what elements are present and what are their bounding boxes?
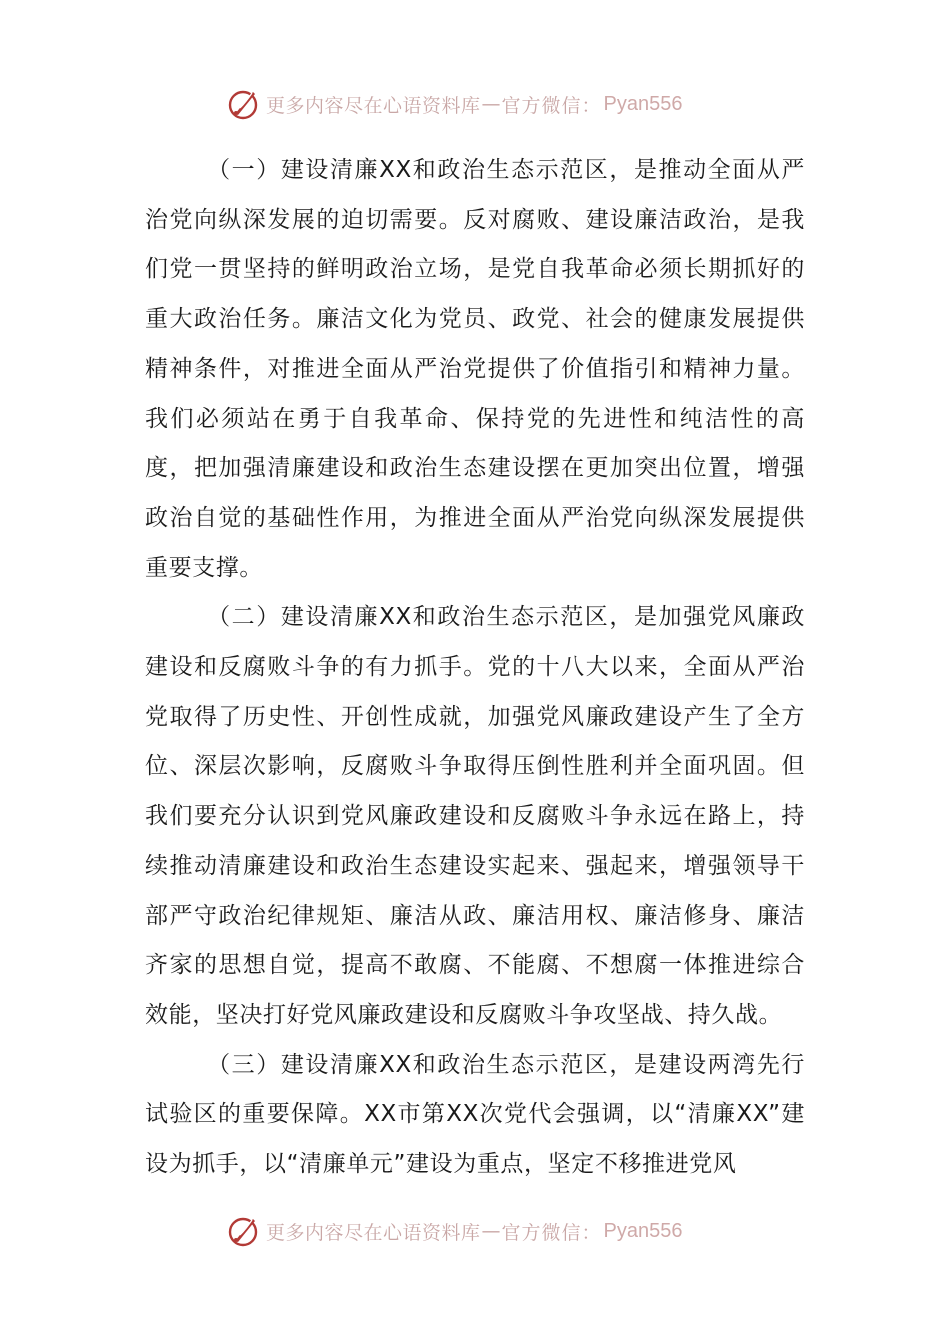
paragraph-1: （一）建设清廉XX和政治生态示范区，是推动全面从严治党向纵深发展的迫切需要。反对腐败、建设廉洁政治，是我们党一贯坚持的鲜明政治立场，是党自我革命必须长期抓好的重大政治任务。廉洁文化为党员、政党、社会的健康发展提供精神条件，对推进全面从严治党提供了价值指引和精神力量。我们必须站在勇于自我革命、保持党的先进性和纯洁性的高度，把加强清廉建设和政治生态建设摆在更加突出位置，增强政治自觉的基础性作用，为推进全面从严治党向纵深发展提供重要支撑。: [145, 157, 805, 581]
watermark-separator: —: [481, 1220, 501, 1242]
footer-watermark: [226, 1211, 683, 1251]
watermark-label: 官方微信：: [501, 94, 602, 117]
watermark-handle: Pyan556: [603, 92, 683, 115]
watermark-separator: —: [481, 93, 501, 115]
watermark-site-text: 更多内容尽在心语资料库: [266, 94, 481, 117]
document-body: [145, 146, 805, 1190]
paragraph-3: （三）建设清廉XX和政治生态示范区，是建设两湾先行试验区的重要保障。XX市第XX次党代会强调，以“清廉XX”建设为抓手，以“清廉单元”建设为重点，坚定不移推进党风: [145, 1051, 805, 1178]
watermark-handle: Pyan556: [603, 1219, 683, 1242]
quill-pen-logo-icon: [226, 87, 260, 121]
paragraph-2: （二）建设清廉XX和政治生态示范区，是加强党风廉政建设和反腐败斗争的有力抓手。党的十八大以来，全面从严治党取得了历史性、开创性成就，加强党风廉政建设产生了全方位、深层次影响，反腐败斗争取得压倒性胜利并全面巩固。但我们要充分认识到党风廉政建设和反腐败斗争永远在路上，持续推动清廉建设和政治生态建设实起来、强起来，增强领导干部严守政治纪律规矩、廉洁从政、廉洁用权、廉洁修身、廉洁齐家的思想自觉，提高不敢腐、不能腐、不想腐一体推进综合效能，坚决打好党风廉政建设和反腐败斗争攻坚战、持久战。: [145, 604, 805, 1028]
watermark-site-text: 更多内容尽在心语资料库: [266, 1221, 481, 1244]
quill-pen-logo-icon: [226, 1214, 260, 1248]
watermark-label: 官方微信：: [501, 1221, 602, 1244]
header-watermark: [226, 84, 683, 124]
